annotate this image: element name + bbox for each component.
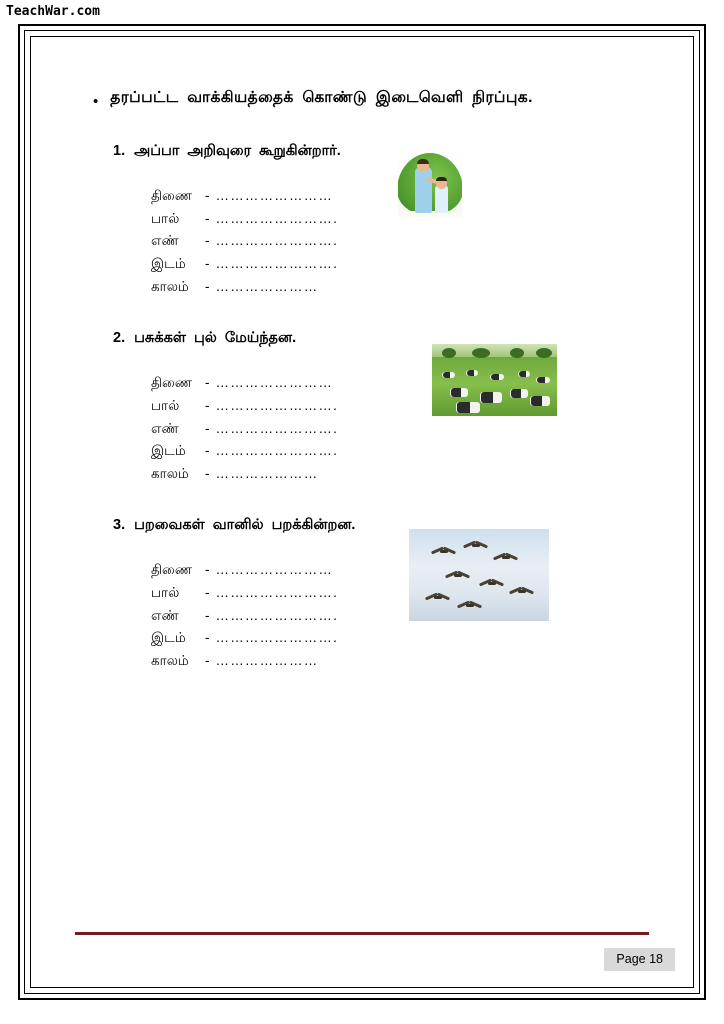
answer-label: பால் bbox=[151, 210, 180, 226]
answer-dash: - bbox=[205, 397, 210, 413]
cow-shape bbox=[442, 372, 455, 378]
question-block-3 bbox=[75, 517, 649, 670]
answer-row bbox=[151, 561, 649, 579]
answer-blank[interactable]: ………………… bbox=[215, 278, 319, 294]
answer-blank[interactable]: ……………………. bbox=[215, 443, 339, 459]
answer-label: திணை bbox=[151, 188, 193, 203]
question-number-3: 3. bbox=[113, 517, 126, 534]
answer-dash: - bbox=[205, 210, 210, 226]
question-text-2: பசுக்கள் புல் மேய்ந்தன. bbox=[134, 330, 297, 347]
page-border-outer bbox=[18, 24, 706, 1000]
page-border-middle bbox=[24, 30, 700, 994]
question-heading-1 bbox=[113, 143, 649, 161]
bird-body bbox=[518, 590, 526, 593]
answer-dash: - bbox=[205, 653, 210, 669]
answer-row bbox=[151, 652, 649, 670]
answer-blank[interactable]: ……………………. bbox=[215, 233, 339, 249]
answer-label: இடம் bbox=[151, 443, 186, 459]
cow-shape bbox=[536, 377, 550, 383]
page-border-inner bbox=[30, 36, 694, 988]
bird-body bbox=[440, 550, 448, 553]
answer-blank[interactable]: ……………………. bbox=[215, 256, 339, 272]
father-figure bbox=[415, 167, 432, 213]
answer-row bbox=[151, 629, 649, 647]
answer-blank[interactable]: ………………… bbox=[215, 653, 319, 669]
answer-dash: - bbox=[205, 562, 210, 578]
answer-blank[interactable]: …………………… bbox=[215, 188, 334, 203]
cow-shape bbox=[510, 389, 528, 398]
answer-label: திணை bbox=[151, 375, 193, 391]
bird-body bbox=[466, 604, 474, 607]
cow-shape bbox=[480, 392, 502, 403]
grazing-cows-photo bbox=[432, 344, 557, 416]
answer-row bbox=[151, 232, 649, 250]
answer-row bbox=[151, 584, 649, 602]
instruction-text: தரப்பட்ட வாக்கியத்தைக் கொண்டு இடைவெளி நிரப்புக. bbox=[110, 89, 533, 106]
answer-label: எண் bbox=[151, 233, 179, 249]
answer-dash: - bbox=[205, 256, 210, 272]
answer-label: பால் bbox=[151, 397, 180, 413]
answer-dash: - bbox=[205, 375, 210, 391]
father-hair bbox=[417, 159, 429, 164]
cow-shape bbox=[530, 396, 550, 406]
answer-dash: - bbox=[205, 188, 210, 203]
answer-dash: - bbox=[205, 607, 210, 623]
answer-dash: - bbox=[205, 584, 210, 600]
worksheet-content bbox=[31, 37, 693, 987]
answer-label: எண் bbox=[151, 420, 179, 436]
answer-label: காலம் bbox=[151, 653, 189, 669]
answer-blank[interactable]: …………………… bbox=[215, 375, 334, 391]
answer-blank[interactable]: ……………………. bbox=[215, 630, 339, 646]
answer-label: எண் bbox=[151, 607, 179, 623]
bird-body bbox=[454, 574, 462, 577]
answer-row bbox=[151, 255, 649, 273]
cow-shape bbox=[490, 374, 504, 380]
answer-dash: - bbox=[205, 630, 210, 646]
answer-blank[interactable]: ……………………. bbox=[215, 584, 339, 600]
bird-body bbox=[434, 596, 442, 599]
bird-body bbox=[472, 544, 480, 547]
answer-row bbox=[151, 374, 649, 392]
cow-shape bbox=[450, 388, 468, 397]
answer-blank[interactable]: ……………………. bbox=[215, 420, 339, 436]
site-watermark: TeachWar.com bbox=[6, 4, 100, 19]
answer-lines-2 bbox=[151, 374, 649, 483]
question-text-3: பறவைகள் வானில் பறக்கின்றன. bbox=[134, 517, 356, 534]
answer-dash: - bbox=[205, 420, 210, 436]
son-figure bbox=[435, 185, 448, 213]
answer-row bbox=[151, 442, 649, 460]
question-heading-2 bbox=[113, 330, 649, 348]
answer-dash: - bbox=[205, 443, 210, 459]
pasture-grass bbox=[432, 357, 557, 416]
footer-divider bbox=[75, 932, 649, 935]
answer-blank[interactable]: ……………………. bbox=[215, 607, 339, 623]
answer-row bbox=[151, 465, 649, 483]
answer-blank[interactable]: …………………… bbox=[215, 562, 334, 578]
answer-row bbox=[151, 607, 649, 625]
son-hair bbox=[436, 177, 447, 181]
question-heading-3 bbox=[113, 517, 649, 535]
answer-row bbox=[151, 397, 649, 415]
instruction-line bbox=[93, 89, 649, 109]
answer-label: இடம் bbox=[151, 630, 186, 646]
answer-blank[interactable]: ……………………. bbox=[215, 210, 339, 226]
question-number-1: 1. bbox=[113, 143, 126, 159]
answer-dash: - bbox=[205, 233, 210, 249]
page-number-badge: Page 18 bbox=[604, 948, 675, 971]
cow-shape bbox=[518, 371, 530, 377]
answer-label: பால் bbox=[151, 584, 180, 600]
answer-row bbox=[151, 420, 649, 438]
answer-label: இடம் bbox=[151, 256, 186, 272]
bird-body bbox=[502, 556, 510, 559]
cow-shape bbox=[466, 370, 478, 376]
answer-row bbox=[151, 278, 649, 296]
answer-label: காலம் bbox=[151, 278, 189, 294]
answer-blank[interactable]: ……………………. bbox=[215, 397, 339, 413]
answer-label: திணை bbox=[151, 562, 193, 578]
bullet-icon: • bbox=[93, 93, 99, 110]
answer-dash: - bbox=[205, 465, 210, 481]
question-block-2 bbox=[75, 330, 649, 483]
question-number-2: 2. bbox=[113, 330, 126, 347]
question-block-1 bbox=[75, 143, 649, 296]
father-and-son-illustration bbox=[389, 151, 471, 217]
flying-birds-photo bbox=[409, 529, 549, 621]
answer-blank[interactable]: ………………… bbox=[215, 465, 319, 481]
question-text-1: அப்பா அறிவுரை கூறுகின்றார். bbox=[134, 143, 341, 159]
answer-dash: - bbox=[205, 278, 210, 294]
answer-lines-3 bbox=[151, 561, 649, 670]
cow-shape bbox=[456, 402, 480, 413]
answer-label: காலம் bbox=[151, 465, 189, 481]
bird-body bbox=[488, 582, 496, 585]
